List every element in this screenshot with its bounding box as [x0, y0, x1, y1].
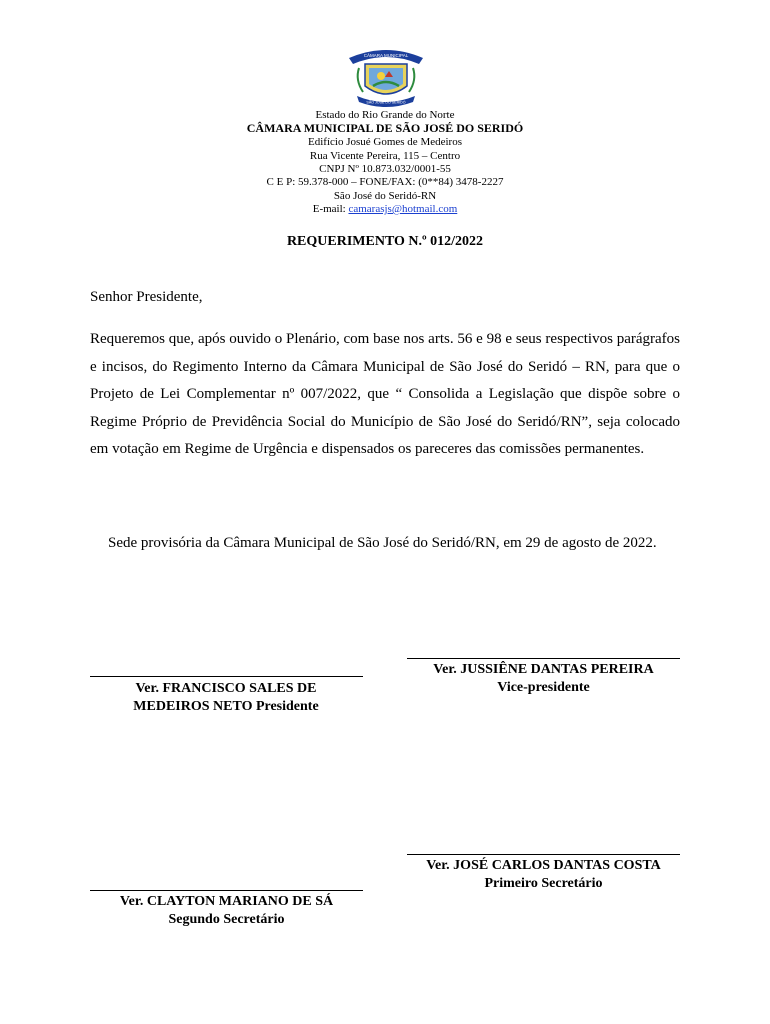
- closing-line: Sede provisória da Câmara Municipal de São José do Seridó/RN, em 29 de agosto de 2022.: [108, 535, 657, 551]
- signature-second-secretary-role: Segundo Secretário: [168, 912, 285, 927]
- signature-president-name: Ver. FRANCISCO SALES DE MEDEIROS NETO Presidente: [133, 681, 319, 714]
- signature-second-secretary-name: Ver. CLAYTON MARIANO DE SÁ: [119, 894, 334, 909]
- salutation: Senhor Presidente,: [90, 289, 203, 305]
- header-building: Edifício Josué Gomes de Medeiros: [308, 136, 462, 148]
- signature-line-vice-president: [407, 658, 680, 659]
- header-city: São José do Seridó-RN: [333, 190, 437, 202]
- chamber-coat-of-arms-logo: [345, 44, 427, 108]
- signature-line-second-secretary: [90, 890, 363, 891]
- header-email-link[interactable]: camarasjs@hotmail.com: [348, 203, 458, 215]
- header-state: Estado do Rio Grande do Norte: [315, 109, 455, 121]
- header-cnpj: CNPJ Nº 10.873.032/0001-55: [319, 163, 451, 175]
- header-cep-phone: C E P: 59.378-000 – FONE/FAX: (0**84) 3478-2227: [266, 176, 504, 188]
- logo-bottom-text: SÃO JOSÉ DO SERIDÓ: [366, 100, 406, 105]
- header-address: Rua Vicente Pereira, 115 – Centro: [309, 150, 461, 162]
- signature-line-president: [90, 676, 363, 677]
- logo-banner-text: CÂMARA MUNICIPAL: [363, 53, 409, 58]
- signature-line-first-secretary: [407, 854, 680, 855]
- body-paragraph: Requeremos que, após ouvido o Plenário, com base nos arts. 56 e 98 e seus respectivos parágrafos e incisos, do Regimento Interno da Câmara Municipal de São José do Seridó – RN, para que o Projeto de Lei Complementar nº 007/2022, que “ Consolida a Legislação que dispõe sobre o Regime Próprio de Previdência Social do Município de São José do Seridó/RN”, seja colocado em votação em Regime de Urgência e dispensados os pareceres das comissões permanentes.: [90, 331, 680, 458]
- signature-first-secretary-role: Primeiro Secretário: [484, 876, 603, 891]
- header-email-label: E-mail:: [312, 203, 349, 215]
- signature-first-secretary-name: Ver. JOSÉ CARLOS DANTAS COSTA: [426, 858, 661, 873]
- signature-vice-president-role: Vice-presidente: [497, 680, 590, 695]
- signature-vice-president-name: Ver. JUSSIÊNE DANTAS PEREIRA: [433, 662, 654, 677]
- document-title: REQUERIMENTO N.º 012/2022: [286, 234, 484, 249]
- header-chamber-name: CÂMARA MUNICIPAL DE SÃO JOSÉ DO SERIDÓ: [246, 121, 524, 135]
- header-email-line: [0, 203, 770, 217]
